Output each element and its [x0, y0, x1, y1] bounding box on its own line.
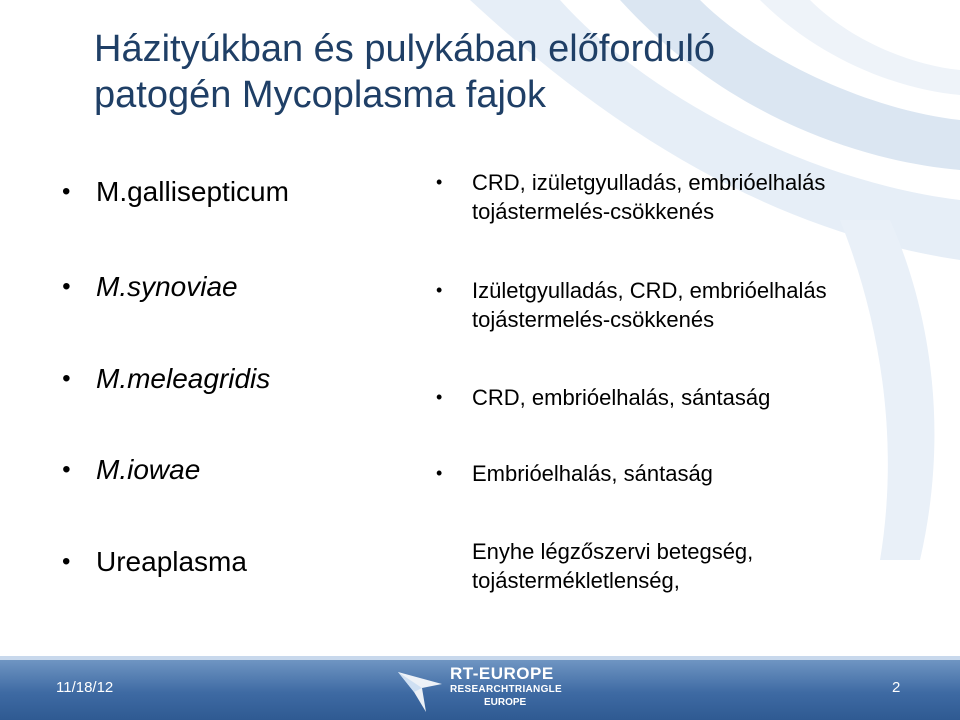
symptom-line-2: tojástermelés-csökkenés [472, 307, 715, 332]
bullet-dot-icon: • [436, 172, 443, 192]
rt-europe-logo-icon [392, 662, 448, 718]
species-label: Ureaplasma [96, 546, 247, 577]
slide-title [94, 26, 914, 118]
bullet-dot-icon: • [436, 387, 443, 407]
symptom-line-1: CRD, izületgyulladás, embrióelhalás [472, 170, 826, 195]
page-number: 2 [892, 679, 901, 696]
bullet-dot-icon: • [436, 463, 443, 483]
symptom-line-1: CRD, embrióelhalás, sántaság [472, 385, 771, 410]
symptom-line-1: Izületgyulladás, CRD, embrióelhalás [472, 278, 827, 303]
symptom-item [436, 168, 932, 226]
symptom-line-1: Embrióelhalás, sántaság [472, 461, 713, 486]
rt-europe-logo [392, 662, 572, 718]
symptom-item [436, 276, 932, 334]
species-item [62, 270, 238, 304]
species-item [62, 175, 289, 209]
species-label: M.meleagridis [96, 363, 271, 394]
title-line-2: patogén Mycoplasma fajok [94, 74, 547, 116]
logo-text-sub: RESEARCHTRIANGLE [450, 684, 563, 695]
bullet-dot-icon: • [62, 456, 71, 483]
slide-date: 11/18/12 [56, 679, 114, 696]
species-item [62, 545, 247, 579]
bullet-dot-icon: • [436, 280, 443, 300]
logo-text-main: RT-EUROPE [450, 664, 554, 683]
logo-text-region: EUROPE [484, 697, 527, 708]
bullet-dot-icon: • [62, 178, 71, 205]
symptom-item [436, 459, 932, 488]
symptom-line-1: Enyhe légzőszervi betegség, [472, 539, 754, 564]
symptom-line-2: tojástermékletlenség, [472, 568, 680, 593]
bullet-dot-icon: • [62, 273, 71, 300]
species-label: M.synoviae [96, 271, 238, 302]
bullet-dot-icon: • [62, 548, 71, 575]
symptom-line-2: tojástermelés-csökkenés [472, 199, 715, 224]
symptom-item [436, 383, 932, 412]
species-label: M.iowae [96, 454, 201, 485]
symptom-item [472, 537, 932, 595]
title-line-1: Házityúkban és pulykában előforduló [94, 28, 716, 70]
species-label: M.gallisepticum [96, 176, 289, 207]
species-item [62, 362, 271, 396]
species-item [62, 453, 201, 487]
bullet-dot-icon: • [62, 365, 71, 392]
